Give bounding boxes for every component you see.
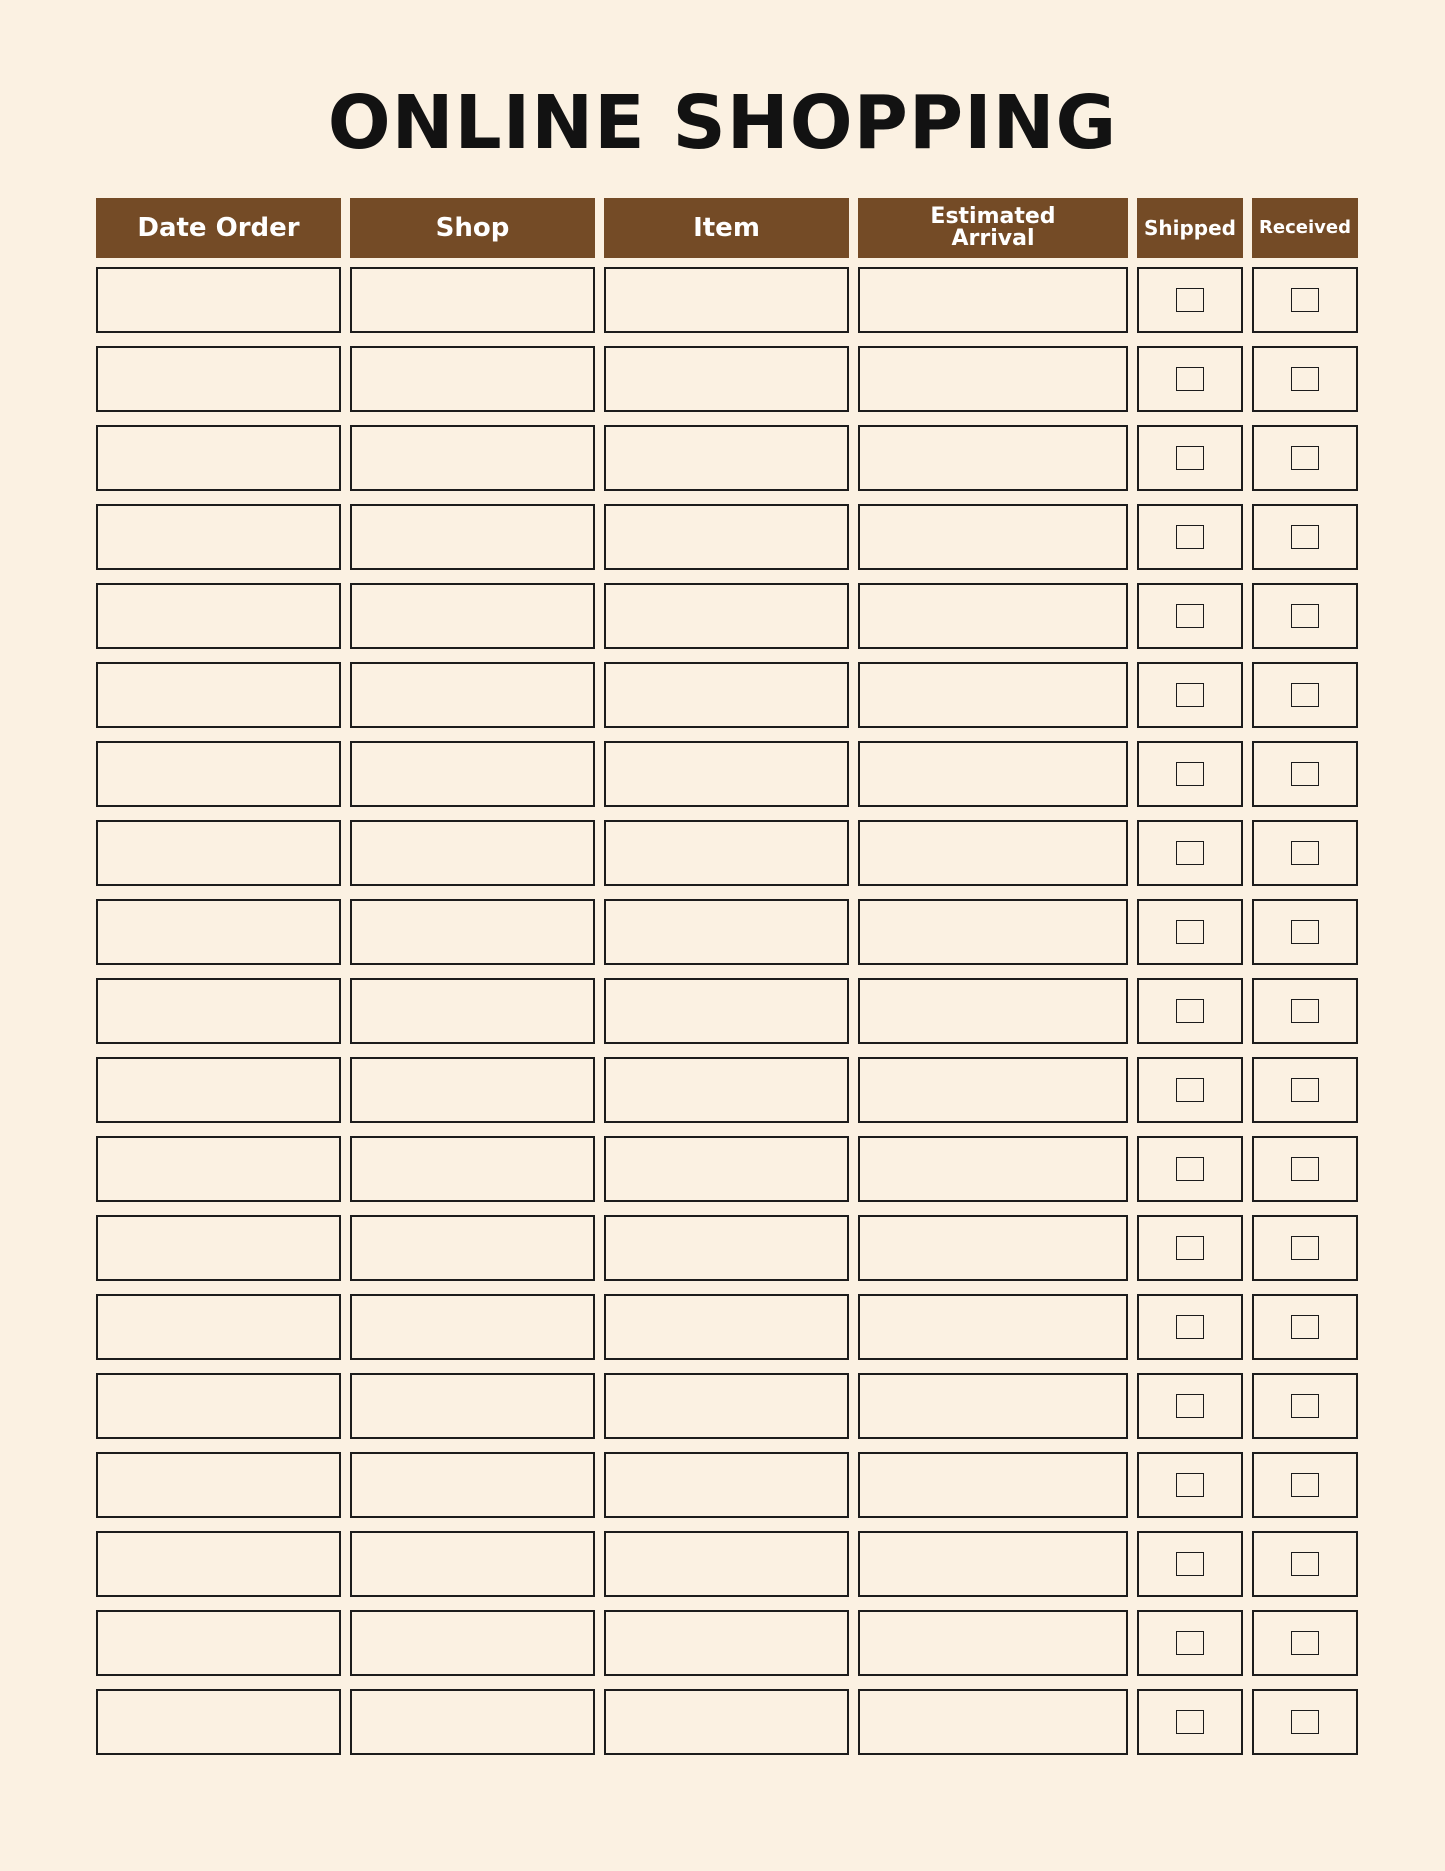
shipped-checkbox[interactable]: [1176, 1236, 1204, 1260]
date-order-cell[interactable]: [96, 899, 341, 965]
shop-cell[interactable]: [350, 662, 595, 728]
received-cell: [1252, 1689, 1358, 1755]
shop-cell[interactable]: [350, 899, 595, 965]
shipped-checkbox[interactable]: [1176, 288, 1204, 312]
shipped-cell: [1137, 662, 1243, 728]
shipped-checkbox[interactable]: [1176, 1552, 1204, 1576]
item-cell[interactable]: [604, 662, 849, 728]
estimated-arrival-cell[interactable]: [858, 899, 1128, 965]
shipped-cell: [1137, 346, 1243, 412]
received-checkbox[interactable]: [1291, 1710, 1319, 1734]
received-cell: [1252, 1215, 1358, 1281]
received-checkbox[interactable]: [1291, 1552, 1319, 1576]
shipped-cell: [1137, 899, 1243, 965]
estimated-arrival-cell[interactable]: [858, 820, 1128, 886]
estimated-arrival-cell[interactable]: [858, 1689, 1128, 1755]
item-cell[interactable]: [604, 583, 849, 649]
shipped-checkbox[interactable]: [1176, 762, 1204, 786]
shop-cell[interactable]: [350, 267, 595, 333]
item-cell[interactable]: [604, 1610, 849, 1676]
shipped-checkbox[interactable]: [1176, 999, 1204, 1023]
estimated-arrival-cell[interactable]: [858, 662, 1128, 728]
shipped-cell: [1137, 1531, 1243, 1597]
estimated-arrival-cell[interactable]: [858, 1373, 1128, 1439]
received-checkbox[interactable]: [1291, 1394, 1319, 1418]
item-cell[interactable]: [604, 1531, 849, 1597]
received-checkbox[interactable]: [1291, 1157, 1319, 1181]
shop-cell[interactable]: [350, 1531, 595, 1597]
shipped-cell: [1137, 1215, 1243, 1281]
item-cell[interactable]: [604, 1215, 849, 1281]
received-cell: [1252, 504, 1358, 570]
date-order-cell[interactable]: [96, 820, 341, 886]
column-header-date-order: [96, 198, 341, 258]
item-cell[interactable]: [604, 425, 849, 491]
item-cell[interactable]: [604, 1689, 849, 1755]
shipped-checkbox[interactable]: [1176, 1631, 1204, 1655]
received-checkbox[interactable]: [1291, 841, 1319, 865]
date-order-cell[interactable]: [96, 1294, 341, 1360]
item-cell[interactable]: [604, 741, 849, 807]
shop-cell[interactable]: [350, 1610, 595, 1676]
shipped-cell: [1137, 1610, 1243, 1676]
estimated-arrival-cell[interactable]: [858, 1294, 1128, 1360]
shipped-checkbox[interactable]: [1176, 604, 1204, 628]
date-order-cell[interactable]: [96, 1136, 341, 1202]
date-order-cell[interactable]: [96, 1689, 341, 1755]
estimated-arrival-cell[interactable]: [858, 741, 1128, 807]
shipped-checkbox[interactable]: [1176, 1157, 1204, 1181]
shipped-cell: [1137, 978, 1243, 1044]
received-cell: [1252, 741, 1358, 807]
shipped-checkbox[interactable]: [1176, 683, 1204, 707]
estimated-arrival-cell[interactable]: [858, 1452, 1128, 1518]
date-order-cell[interactable]: [96, 1531, 341, 1597]
column-header-date-order-label: Date Order: [137, 213, 300, 243]
received-cell: [1252, 267, 1358, 333]
received-checkbox[interactable]: [1291, 525, 1319, 549]
shipped-checkbox[interactable]: [1176, 841, 1204, 865]
shipped-cell: [1137, 820, 1243, 886]
estimated-arrival-cell[interactable]: [858, 583, 1128, 649]
shipped-checkbox[interactable]: [1176, 1473, 1204, 1497]
shop-cell[interactable]: [350, 978, 595, 1044]
shop-cell[interactable]: [350, 1057, 595, 1123]
date-order-cell[interactable]: [96, 583, 341, 649]
received-cell: [1252, 1452, 1358, 1518]
shopping-table: [96, 198, 1358, 1768]
shipped-checkbox[interactable]: [1176, 525, 1204, 549]
column-header-shop: [350, 198, 595, 258]
received-checkbox[interactable]: [1291, 1236, 1319, 1260]
date-order-cell[interactable]: [96, 346, 341, 412]
shipped-checkbox[interactable]: [1176, 446, 1204, 470]
received-cell: [1252, 1610, 1358, 1676]
date-order-cell[interactable]: [96, 504, 341, 570]
date-order-cell[interactable]: [96, 1610, 341, 1676]
received-cell: [1252, 899, 1358, 965]
shop-cell[interactable]: [350, 1136, 595, 1202]
received-checkbox[interactable]: [1291, 367, 1319, 391]
shop-cell[interactable]: [350, 741, 595, 807]
date-order-cell[interactable]: [96, 741, 341, 807]
estimated-arrival-cell[interactable]: [858, 346, 1128, 412]
shipped-checkbox[interactable]: [1176, 1315, 1204, 1339]
date-order-cell[interactable]: [96, 1215, 341, 1281]
shipped-cell: [1137, 1689, 1243, 1755]
item-cell[interactable]: [604, 1373, 849, 1439]
shop-cell[interactable]: [350, 820, 595, 886]
estimated-arrival-cell[interactable]: [858, 1136, 1128, 1202]
item-cell[interactable]: [604, 504, 849, 570]
item-cell[interactable]: [604, 899, 849, 965]
shipped-cell: [1137, 504, 1243, 570]
shipped-cell: [1137, 1294, 1243, 1360]
column-header-received-label: Received: [1259, 217, 1351, 238]
received-cell: [1252, 1294, 1358, 1360]
column-header-shipped: [1137, 198, 1243, 258]
column-header-estimated-arrival: [858, 198, 1128, 258]
item-cell[interactable]: [604, 1294, 849, 1360]
received-cell: [1252, 346, 1358, 412]
received-checkbox[interactable]: [1291, 762, 1319, 786]
date-order-cell[interactable]: [96, 978, 341, 1044]
received-checkbox[interactable]: [1291, 1473, 1319, 1497]
estimated-arrival-cell[interactable]: [858, 1057, 1128, 1123]
shop-cell[interactable]: [350, 1452, 595, 1518]
received-checkbox[interactable]: [1291, 1315, 1319, 1339]
date-order-cell[interactable]: [96, 662, 341, 728]
estimated-arrival-cell[interactable]: [858, 1215, 1128, 1281]
shop-cell[interactable]: [350, 1373, 595, 1439]
received-cell: [1252, 1057, 1358, 1123]
received-checkbox[interactable]: [1291, 1631, 1319, 1655]
shipped-cell: [1137, 741, 1243, 807]
received-cell: [1252, 1531, 1358, 1597]
estimated-arrival-cell[interactable]: [858, 425, 1128, 491]
received-cell: [1252, 978, 1358, 1044]
column-header-shipped-label: Shipped: [1143, 216, 1236, 240]
column-header-item: [604, 198, 849, 258]
estimated-arrival-cell[interactable]: [858, 504, 1128, 570]
column-header-received: [1252, 198, 1358, 258]
shop-cell[interactable]: [350, 425, 595, 491]
estimated-arrival-cell[interactable]: [858, 1610, 1128, 1676]
item-cell[interactable]: [604, 267, 849, 333]
page-title: ONLINE SHOPPING: [327, 80, 1118, 166]
item-cell[interactable]: [604, 820, 849, 886]
shipped-cell: [1137, 267, 1243, 333]
shipped-checkbox[interactable]: [1176, 1078, 1204, 1102]
received-checkbox[interactable]: [1291, 1078, 1319, 1102]
date-order-cell[interactable]: [96, 1452, 341, 1518]
shipped-checkbox[interactable]: [1176, 920, 1204, 944]
received-cell: [1252, 1373, 1358, 1439]
received-checkbox[interactable]: [1291, 999, 1319, 1023]
item-cell[interactable]: [604, 1136, 849, 1202]
shipped-cell: [1137, 1373, 1243, 1439]
estimated-arrival-cell[interactable]: [858, 978, 1128, 1044]
shop-cell[interactable]: [350, 1294, 595, 1360]
received-checkbox[interactable]: [1291, 920, 1319, 944]
received-cell: [1252, 820, 1358, 886]
date-order-cell[interactable]: [96, 267, 341, 333]
date-order-cell[interactable]: [96, 425, 341, 491]
shop-cell[interactable]: [350, 1689, 595, 1755]
item-cell[interactable]: [604, 346, 849, 412]
item-cell[interactable]: [604, 1452, 849, 1518]
shipped-cell: [1137, 425, 1243, 491]
received-cell: [1252, 425, 1358, 491]
item-cell[interactable]: [604, 1057, 849, 1123]
received-checkbox[interactable]: [1291, 604, 1319, 628]
received-cell: [1252, 583, 1358, 649]
received-cell: [1252, 1136, 1358, 1202]
shipped-cell: [1137, 1136, 1243, 1202]
column-header-estimated-arrival-line2: Arrival: [951, 226, 1035, 251]
shop-cell[interactable]: [350, 1215, 595, 1281]
shipped-cell: [1137, 583, 1243, 649]
column-header-item-label: Item: [693, 213, 760, 243]
date-order-cell[interactable]: [96, 1373, 341, 1439]
received-checkbox[interactable]: [1291, 683, 1319, 707]
shipped-checkbox[interactable]: [1176, 1394, 1204, 1418]
received-checkbox[interactable]: [1291, 446, 1319, 470]
column-header-estimated-arrival-line1: Estimated: [930, 204, 1056, 229]
date-order-cell[interactable]: [96, 1057, 341, 1123]
item-cell[interactable]: [604, 978, 849, 1044]
received-checkbox[interactable]: [1291, 288, 1319, 312]
shipped-checkbox[interactable]: [1176, 367, 1204, 391]
estimated-arrival-cell[interactable]: [858, 267, 1128, 333]
received-cell: [1252, 662, 1358, 728]
shop-cell[interactable]: [350, 346, 595, 412]
shipped-checkbox[interactable]: [1176, 1710, 1204, 1734]
shipped-cell: [1137, 1452, 1243, 1518]
column-header-shop-label: Shop: [435, 213, 510, 243]
shop-cell[interactable]: [350, 583, 595, 649]
shipped-cell: [1137, 1057, 1243, 1123]
estimated-arrival-cell[interactable]: [858, 1531, 1128, 1597]
shop-cell[interactable]: [350, 504, 595, 570]
